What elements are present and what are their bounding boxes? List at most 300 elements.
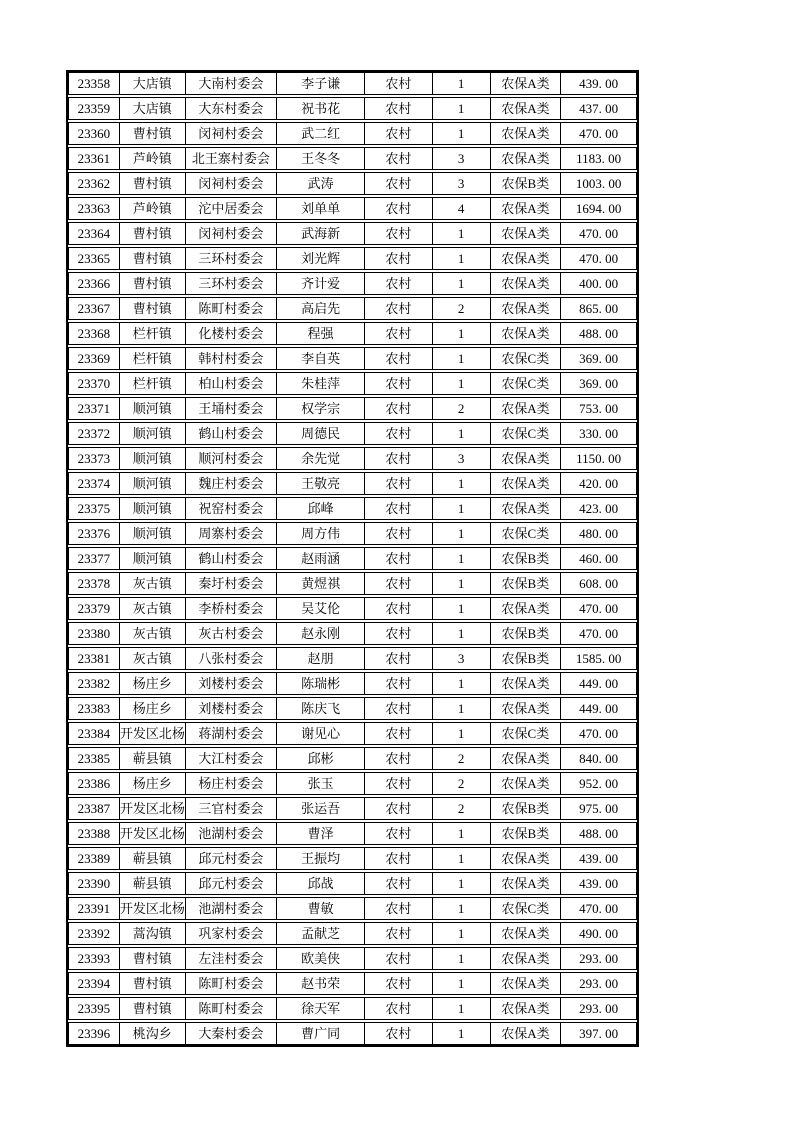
person-name-cell: 刘光辉: [277, 248, 365, 269]
category-cell: 农村: [365, 673, 433, 694]
amount-cell: 437. 00: [579, 101, 619, 116]
town-cell: 曹村镇: [120, 173, 186, 194]
amount-cell: 470. 00: [579, 226, 619, 241]
person-count-cell: 1: [433, 823, 491, 844]
person-name-cell: 曹广同: [277, 1023, 365, 1044]
town-cell: 蒿沟镇: [120, 923, 186, 944]
town-cell: 灰古镇: [120, 573, 186, 594]
category-cell: 农村: [365, 723, 433, 744]
village-committee-cell: 柏山村委会: [186, 373, 278, 394]
table-row: [68, 347, 637, 370]
insurance-type-cell: 农保A类: [491, 473, 562, 494]
village-committee-cell: 闵祠村委会: [186, 223, 278, 244]
person-count-cell: 1: [433, 473, 491, 494]
record-id-cell: 23384: [69, 723, 120, 744]
record-id-cell: 23377: [69, 548, 120, 569]
record-id-cell: 23389: [69, 848, 120, 869]
record-id-cell: 23372: [69, 423, 120, 444]
amount-cell: 470. 00: [579, 251, 619, 266]
town-cell: 大店镇: [120, 73, 186, 94]
village-committee-cell: 杨庄村委会: [186, 773, 278, 794]
amount-cell: 449. 00: [579, 676, 619, 691]
person-name-cell: 权学宗: [277, 398, 365, 419]
person-name-cell: 周德民: [277, 423, 365, 444]
person-name-cell: 余先觉: [277, 448, 365, 469]
record-id-cell: 23392: [69, 923, 120, 944]
insurance-type-cell: 农保B类: [491, 823, 562, 844]
person-count-cell: 1: [433, 973, 491, 994]
category-cell: 农村: [365, 473, 433, 494]
table-row: [68, 422, 637, 445]
town-cell: 灰古镇: [120, 598, 186, 619]
town-cell: 芦岭镇: [120, 148, 186, 169]
town-cell: 开发区北杨: [120, 723, 186, 744]
town-cell: 顺河镇: [120, 448, 186, 469]
table-row: [68, 222, 637, 245]
village-committee-cell: 大南村委会: [186, 73, 278, 94]
amount-cell: 330. 00: [579, 426, 619, 441]
person-name-cell: 欧美侠: [277, 948, 365, 969]
amount-cell: 369. 00: [579, 351, 619, 366]
record-id-cell: 23358: [69, 73, 120, 94]
record-id-cell: 23381: [69, 648, 120, 669]
insurance-type-cell: 农保C类: [491, 523, 562, 544]
village-committee-cell: 顺河村委会: [186, 448, 278, 469]
village-committee-cell: 周寨村委会: [186, 523, 278, 544]
table-row: [68, 397, 637, 420]
amount-cell: 470. 00: [579, 626, 619, 641]
category-cell: 农村: [365, 448, 433, 469]
insurance-type-cell: 农保A类: [491, 998, 562, 1019]
category-cell: 农村: [365, 798, 433, 819]
person-count-cell: 1: [433, 123, 491, 144]
category-cell: 农村: [365, 173, 433, 194]
person-name-cell: 武海新: [277, 223, 365, 244]
person-count-cell: 3: [433, 148, 491, 169]
town-cell: 蕲县镇: [120, 848, 186, 869]
amount-cell: 488. 00: [579, 326, 619, 341]
category-cell: 农村: [365, 498, 433, 519]
record-id-cell: 23390: [69, 873, 120, 894]
table-row: [68, 972, 637, 995]
town-cell: 灰古镇: [120, 648, 186, 669]
town-cell: 杨庄乡: [120, 773, 186, 794]
category-cell: 农村: [365, 748, 433, 769]
village-committee-cell: 沱中居委会: [186, 198, 278, 219]
village-committee-cell: 闵祠村委会: [186, 123, 278, 144]
village-committee-cell: 魏庄村委会: [186, 473, 278, 494]
village-committee-cell: 李桥村委会: [186, 598, 278, 619]
person-name-cell: 朱桂萍: [277, 373, 365, 394]
table-row: [68, 647, 637, 670]
amount-cell: 840. 00: [579, 751, 619, 766]
record-id-cell: 23391: [69, 898, 120, 919]
insurance-type-cell: 农保A类: [491, 273, 562, 294]
category-cell: 农村: [365, 623, 433, 644]
person-count-cell: 1: [433, 623, 491, 644]
category-cell: 农村: [365, 573, 433, 594]
insurance-type-cell: 农保A类: [491, 448, 562, 469]
amount-cell: 470. 00: [579, 901, 619, 916]
benefits-table: [66, 70, 639, 1047]
insurance-type-cell: 农保A类: [491, 98, 562, 119]
insurance-type-cell: 农保A类: [491, 1023, 562, 1044]
person-count-cell: 1: [433, 98, 491, 119]
table-row: [68, 897, 637, 920]
town-cell: 开发区北杨: [120, 798, 186, 819]
person-name-cell: 曹敏: [277, 898, 365, 919]
amount-cell: 423. 00: [579, 501, 619, 516]
category-cell: 农村: [365, 298, 433, 319]
record-id-cell: 23365: [69, 248, 120, 269]
insurance-type-cell: 农保A类: [491, 498, 562, 519]
person-name-cell: 李子谦: [277, 73, 365, 94]
insurance-type-cell: 农保A类: [491, 323, 562, 344]
village-committee-cell: 鹤山村委会: [186, 423, 278, 444]
insurance-type-cell: 农保B类: [491, 573, 562, 594]
record-id-cell: 23378: [69, 573, 120, 594]
village-committee-cell: 池湖村委会: [186, 823, 278, 844]
person-name-cell: 王振均: [277, 848, 365, 869]
village-committee-cell: 蒋湖村委会: [186, 723, 278, 744]
town-cell: 顺河镇: [120, 423, 186, 444]
town-cell: 蕲县镇: [120, 873, 186, 894]
amount-cell: 865. 00: [579, 301, 619, 316]
person-name-cell: 邱峰: [277, 498, 365, 519]
category-cell: 农村: [365, 848, 433, 869]
category-cell: 农村: [365, 873, 433, 894]
village-committee-cell: 韩村村委会: [186, 348, 278, 369]
village-committee-cell: 大东村委会: [186, 98, 278, 119]
insurance-type-cell: 农保A类: [491, 223, 562, 244]
record-id-cell: 23368: [69, 323, 120, 344]
village-committee-cell: 邱元村委会: [186, 873, 278, 894]
amount-cell: 952. 00: [579, 776, 619, 791]
person-name-cell: 赵永刚: [277, 623, 365, 644]
person-count-cell: 1: [433, 323, 491, 344]
record-id-cell: 23379: [69, 598, 120, 619]
record-id-cell: 23363: [69, 198, 120, 219]
record-id-cell: 23370: [69, 373, 120, 394]
table-row: [68, 597, 637, 620]
category-cell: 农村: [365, 1023, 433, 1044]
amount-cell: 293. 00: [579, 951, 619, 966]
person-count-cell: 3: [433, 448, 491, 469]
person-count-cell: 1: [433, 348, 491, 369]
town-cell: 曹村镇: [120, 248, 186, 269]
record-id-cell: 23374: [69, 473, 120, 494]
category-cell: 农村: [365, 898, 433, 919]
village-committee-cell: 陈町村委会: [186, 298, 278, 319]
town-cell: 杨庄乡: [120, 698, 186, 719]
insurance-type-cell: 农保B类: [491, 173, 562, 194]
town-cell: 杨庄乡: [120, 673, 186, 694]
town-cell: 蕲县镇: [120, 748, 186, 769]
insurance-type-cell: 农保A类: [491, 398, 562, 419]
person-name-cell: 赵书荣: [277, 973, 365, 994]
village-committee-cell: 大秦村委会: [186, 1023, 278, 1044]
amount-cell: 460. 00: [579, 551, 619, 566]
insurance-type-cell: 农保A类: [491, 948, 562, 969]
insurance-type-cell: 农保A类: [491, 873, 562, 894]
amount-cell: 1183. 00: [576, 151, 622, 166]
amount-cell: 470. 00: [579, 601, 619, 616]
amount-cell: 470. 00: [579, 126, 619, 141]
person-name-cell: 刘单单: [277, 198, 365, 219]
table-row: [68, 922, 637, 945]
table-row: [68, 272, 637, 295]
table-row: [68, 522, 637, 545]
person-count-cell: 1: [433, 573, 491, 594]
amount-cell: 293. 00: [579, 976, 619, 991]
insurance-type-cell: 农保A类: [491, 773, 562, 794]
table-row: [68, 472, 637, 495]
village-committee-cell: 闵祠村委会: [186, 173, 278, 194]
insurance-type-cell: 农保A类: [491, 298, 562, 319]
village-committee-cell: 大江村委会: [186, 748, 278, 769]
record-id-cell: 23396: [69, 1023, 120, 1044]
table-row: [68, 772, 637, 795]
category-cell: 农村: [365, 698, 433, 719]
insurance-type-cell: 农保B类: [491, 623, 562, 644]
table-row: [68, 1022, 637, 1045]
person-name-cell: 陈庆飞: [277, 698, 365, 719]
person-count-cell: 1: [433, 1023, 491, 1044]
person-name-cell: 李自英: [277, 348, 365, 369]
person-name-cell: 齐计爱: [277, 273, 365, 294]
record-id-cell: 23362: [69, 173, 120, 194]
person-count-cell: 1: [433, 223, 491, 244]
town-cell: 曹村镇: [120, 948, 186, 969]
amount-cell: 439. 00: [579, 851, 619, 866]
record-id-cell: 23367: [69, 298, 120, 319]
insurance-type-cell: 农保B类: [491, 798, 562, 819]
person-name-cell: 吴艾伦: [277, 598, 365, 619]
category-cell: 农村: [365, 223, 433, 244]
person-name-cell: 周方伟: [277, 523, 365, 544]
amount-cell: 293. 00: [579, 1001, 619, 1016]
town-cell: 曹村镇: [120, 123, 186, 144]
table-row: [68, 147, 637, 170]
record-id-cell: 23380: [69, 623, 120, 644]
insurance-type-cell: 农保A类: [491, 698, 562, 719]
record-id-cell: 23375: [69, 498, 120, 519]
amount-cell: 439. 00: [579, 76, 619, 91]
village-committee-cell: 化楼村委会: [186, 323, 278, 344]
person-name-cell: 赵雨涵: [277, 548, 365, 569]
table-row: [68, 572, 637, 595]
amount-cell: 449. 00: [579, 701, 619, 716]
category-cell: 农村: [365, 348, 433, 369]
village-committee-cell: 三环村委会: [186, 273, 278, 294]
category-cell: 农村: [365, 398, 433, 419]
town-cell: 栏杆镇: [120, 323, 186, 344]
village-committee-cell: 左洼村委会: [186, 948, 278, 969]
amount-cell: 480. 00: [579, 526, 619, 541]
category-cell: 农村: [365, 73, 433, 94]
person-name-cell: 高启先: [277, 298, 365, 319]
category-cell: 农村: [365, 323, 433, 344]
person-name-cell: 陈瑞彬: [277, 673, 365, 694]
record-id-cell: 23383: [69, 698, 120, 719]
record-id-cell: 23394: [69, 973, 120, 994]
amount-cell: 420. 00: [579, 476, 619, 491]
table-row: [68, 947, 637, 970]
table-body: [68, 72, 637, 1045]
person-count-cell: 1: [433, 673, 491, 694]
table-row: [68, 197, 637, 220]
table-row: [68, 722, 637, 745]
person-count-cell: 2: [433, 748, 491, 769]
person-count-cell: 4: [433, 198, 491, 219]
insurance-type-cell: 农保A类: [491, 148, 562, 169]
town-cell: 顺河镇: [120, 398, 186, 419]
record-id-cell: 23386: [69, 773, 120, 794]
insurance-type-cell: 农保A类: [491, 848, 562, 869]
amount-cell: 753. 00: [579, 401, 619, 416]
person-count-cell: 2: [433, 298, 491, 319]
insurance-type-cell: 农保C类: [491, 373, 562, 394]
table-row: [68, 247, 637, 270]
record-id-cell: 23385: [69, 748, 120, 769]
insurance-type-cell: 农保B类: [491, 648, 562, 669]
town-cell: 开发区北杨: [120, 823, 186, 844]
insurance-type-cell: 农保A类: [491, 123, 562, 144]
category-cell: 农村: [365, 273, 433, 294]
category-cell: 农村: [365, 598, 433, 619]
record-id-cell: 23395: [69, 998, 120, 1019]
person-count-cell: 2: [433, 398, 491, 419]
person-count-cell: 1: [433, 248, 491, 269]
person-count-cell: 3: [433, 173, 491, 194]
record-id-cell: 23393: [69, 948, 120, 969]
table-row: [68, 872, 637, 895]
insurance-type-cell: 农保A类: [491, 923, 562, 944]
person-count-cell: 1: [433, 698, 491, 719]
table-row: [68, 97, 637, 120]
person-count-cell: 1: [433, 598, 491, 619]
town-cell: 曹村镇: [120, 273, 186, 294]
town-cell: 栏杆镇: [120, 373, 186, 394]
person-name-cell: 邱彬: [277, 748, 365, 769]
person-count-cell: 1: [433, 723, 491, 744]
village-committee-cell: 八张村委会: [186, 648, 278, 669]
record-id-cell: 23366: [69, 273, 120, 294]
village-committee-cell: 王埇村委会: [186, 398, 278, 419]
table-row: [68, 622, 637, 645]
person-name-cell: 孟献芝: [277, 923, 365, 944]
town-cell: 桃沟乡: [120, 1023, 186, 1044]
table-row: [68, 172, 637, 195]
table-row: [68, 672, 637, 695]
amount-cell: 397. 00: [579, 1026, 619, 1041]
category-cell: 农村: [365, 648, 433, 669]
person-name-cell: 祝书花: [277, 98, 365, 119]
insurance-type-cell: 农保A类: [491, 198, 562, 219]
insurance-type-cell: 农保A类: [491, 973, 562, 994]
village-committee-cell: 三环村委会: [186, 248, 278, 269]
record-id-cell: 23361: [69, 148, 120, 169]
person-name-cell: 谢见心: [277, 723, 365, 744]
person-name-cell: 张玉: [277, 773, 365, 794]
record-id-cell: 23369: [69, 348, 120, 369]
town-cell: 芦岭镇: [120, 198, 186, 219]
category-cell: 农村: [365, 923, 433, 944]
person-name-cell: 张运吾: [277, 798, 365, 819]
village-committee-cell: 北王寨村委会: [186, 148, 278, 169]
person-count-cell: 1: [433, 498, 491, 519]
person-name-cell: 赵朋: [277, 648, 365, 669]
amount-cell: 439. 00: [579, 876, 619, 891]
village-committee-cell: 陈町村委会: [186, 998, 278, 1019]
person-count-cell: 2: [433, 798, 491, 819]
insurance-type-cell: 农保C类: [491, 348, 562, 369]
village-committee-cell: 刘楼村委会: [186, 673, 278, 694]
person-name-cell: 黄煜祺: [277, 573, 365, 594]
village-committee-cell: 三官村委会: [186, 798, 278, 819]
table-row: [68, 547, 637, 570]
town-cell: 顺河镇: [120, 498, 186, 519]
person-count-cell: 1: [433, 548, 491, 569]
village-committee-cell: 秦圩村委会: [186, 573, 278, 594]
amount-cell: 470. 00: [579, 726, 619, 741]
insurance-type-cell: 农保A类: [491, 73, 562, 94]
person-name-cell: 程强: [277, 323, 365, 344]
category-cell: 农村: [365, 248, 433, 269]
table-row: [68, 447, 637, 470]
table-row: [68, 322, 637, 345]
town-cell: 曹村镇: [120, 973, 186, 994]
village-committee-cell: 刘楼村委会: [186, 698, 278, 719]
town-cell: 曹村镇: [120, 298, 186, 319]
village-committee-cell: 池湖村委会: [186, 898, 278, 919]
person-count-cell: 1: [433, 73, 491, 94]
person-count-cell: 1: [433, 523, 491, 544]
category-cell: 农村: [365, 423, 433, 444]
town-cell: 开发区北杨: [120, 898, 186, 919]
insurance-type-cell: 农保A类: [491, 598, 562, 619]
record-id-cell: 23376: [69, 523, 120, 544]
category-cell: 农村: [365, 948, 433, 969]
table-row: [68, 497, 637, 520]
amount-cell: 488. 00: [579, 826, 619, 841]
amount-cell: 1003. 00: [575, 176, 622, 191]
person-name-cell: 武涛: [277, 173, 365, 194]
person-count-cell: 1: [433, 848, 491, 869]
amount-cell: 608. 00: [579, 576, 619, 591]
village-committee-cell: 祝窑村委会: [186, 498, 278, 519]
person-count-cell: 3: [433, 648, 491, 669]
record-id-cell: 23364: [69, 223, 120, 244]
amount-cell: 1694. 00: [575, 201, 622, 216]
category-cell: 农村: [365, 148, 433, 169]
table-row: [68, 697, 637, 720]
person-count-cell: 1: [433, 273, 491, 294]
insurance-type-cell: 农保A类: [491, 673, 562, 694]
amount-cell: 400. 00: [579, 276, 619, 291]
person-count-cell: 1: [433, 948, 491, 969]
category-cell: 农村: [365, 523, 433, 544]
village-committee-cell: 鹤山村委会: [186, 548, 278, 569]
category-cell: 农村: [365, 823, 433, 844]
person-name-cell: 邱战: [277, 873, 365, 894]
person-name-cell: 王冬冬: [277, 148, 365, 169]
town-cell: 曹村镇: [120, 998, 186, 1019]
person-name-cell: 王敬亮: [277, 473, 365, 494]
village-committee-cell: 巩家村委会: [186, 923, 278, 944]
village-committee-cell: 灰古村委会: [186, 623, 278, 644]
insurance-type-cell: 农保C类: [491, 423, 562, 444]
